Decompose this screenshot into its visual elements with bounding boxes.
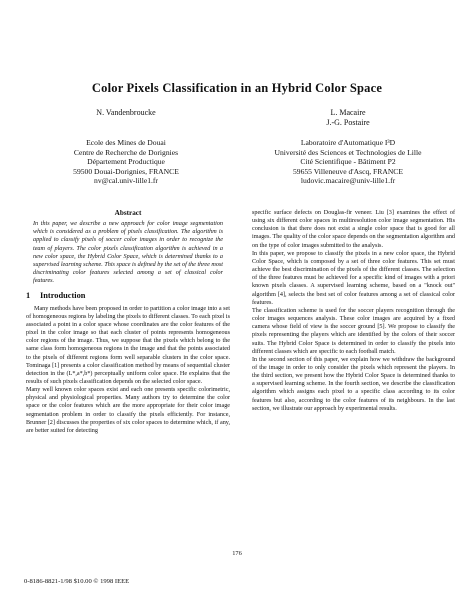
- section-title: Introduction: [40, 291, 86, 301]
- abstract-heading: Abstract: [114, 209, 142, 217]
- author-email: ludovic.macaire@univ-lille1.fr: [300, 176, 396, 186]
- copyright-footer: 0-8186-8821-1/98 $10.00 © 1998 IEEE: [24, 578, 130, 585]
- author-email: nv@cal.univ-lille1.fr: [94, 176, 158, 186]
- right-column: [252, 209, 455, 413]
- body-paragraph: The classification scheme is used for the soccer players recognition through the color images sequences analysis. These color images are acquired by a fixed camera whose field of view is the soccer ground [5]. We propose to classify the pixels representing the players which are identified by the colors of their soccer suits. The Hybrid Color Space is determined in order to classify the pixels into different classes which are specific to each football match.: [252, 307, 455, 355]
- affiliation-line: Département Productique: [87, 157, 165, 167]
- body-paragraph: In this paper, we propose to classify the pixels in a new color space, the Hybrid Color Space, which is composed by a set of three color features. This set must achieve the best discrimination of the pixels of the different classes. The selection of the three features must be achieved for a specific kind of images with a priori known pixels classes. A supervised learning scheme, based on a "knock out" algorithm [4], selects the best set of color features among a set of classical color features.: [252, 250, 455, 306]
- body-paragraph: In the second section of this paper, we explain how we withdraw the background of the image in order to only consider the pixels which represent the players. In the third section, we present how the Hybrid Color Space is determined thanks to a supervised learning scheme. In the fourth section, we describe the classification algorithm which assigns each pixel to a specific class according to its color features but also, according to the color features of its neighbours. In the last section, we illustrate our approach by experimental results.: [252, 356, 455, 412]
- author-right-name-2: J.-G. Postaire: [326, 118, 370, 127]
- section-heading: [26, 292, 230, 300]
- author-left-name: N. Vandenbroucke: [96, 108, 156, 117]
- affiliation-line: Ecole des Mines de Douai: [86, 138, 166, 147]
- affiliation-line: 59500 Douai-Dorignies, FRANCE: [73, 166, 179, 176]
- section-number: 1: [26, 291, 31, 301]
- affiliation-line: Cité Scientifique - Bâtiment P2: [300, 157, 396, 167]
- author-right-name-1: L. Macaire: [330, 108, 366, 117]
- affiliation-line: Université des Sciences et Technologies de Lille: [274, 147, 422, 157]
- affiliation-line: Centre de Recherche de Dorignies: [73, 147, 179, 157]
- body-paragraph: Many methods have been proposed in order to partition a color image into a set of homogeneous regions by labeling the pixels to different classes. To each pixel is associated a point in a color space whose coordinates are the color features of the pixel in the color image so that each cluster of points represents homogeneous color regions of the image. Thus, we suppose that the pixels which belong to the same class form homogeneous regions in the image and that the points associated to the pixels of different regions form well separable clusters in the color space. Tominaga [1] presents a color classification method by means of sequential cluster detection in the (L*,a*,b*) perceptually uniform color space. He explains that the results of such pixels classification depends on the selected color space.: [26, 305, 230, 385]
- abstract-text: In this paper, we describe a new approach for color image segmentation which is considered as a problem of pixels classification. The algorithm is applied to classify pixels of soccer color images in order to recognize the team of players. The color pixels classification algorithm is achieved in a new color space, the Hybrid Color Space, which is determined thanks to a supervised learning scheme. This space is defined by the set of the three most discriminating color features selected among a set of classical color features.: [33, 221, 223, 285]
- affiliation-right: [248, 138, 448, 186]
- affiliation-line: Laboratoire d'Automatique I³D: [300, 138, 396, 147]
- affiliation-line: 59655 Villeneuve d'Ascq, FRANCE: [292, 166, 404, 176]
- left-column: [26, 209, 230, 435]
- page-number: 176: [232, 550, 242, 557]
- paper-title: Color Pixels Classification in an Hybrid Color Space: [91, 81, 383, 95]
- affiliation-left: [40, 138, 212, 186]
- body-paragraph: Many well known color spaces exist and each one presents specific colorimetric, physical and physiological properties. Many authors try to determine the color space or the color features which are the more appropriate for their color image segmentation problem in order to classify the pixels efficiently. For instance, Brunner [2] discusses the properties of six color spaces to determine which, if any, are better suited for detecting: [26, 387, 230, 434]
- body-paragraph: specific surface defects on Douglas-fir veneer. Liu [3] examines the effect of using six different color spaces in multiresolution color image segmentation. His conclusion is that there does not exist a single color space that is good for all images. The quality of the color space depends on the segmentation algorithm and on the type of color images submitted to the analysis.: [252, 210, 455, 249]
